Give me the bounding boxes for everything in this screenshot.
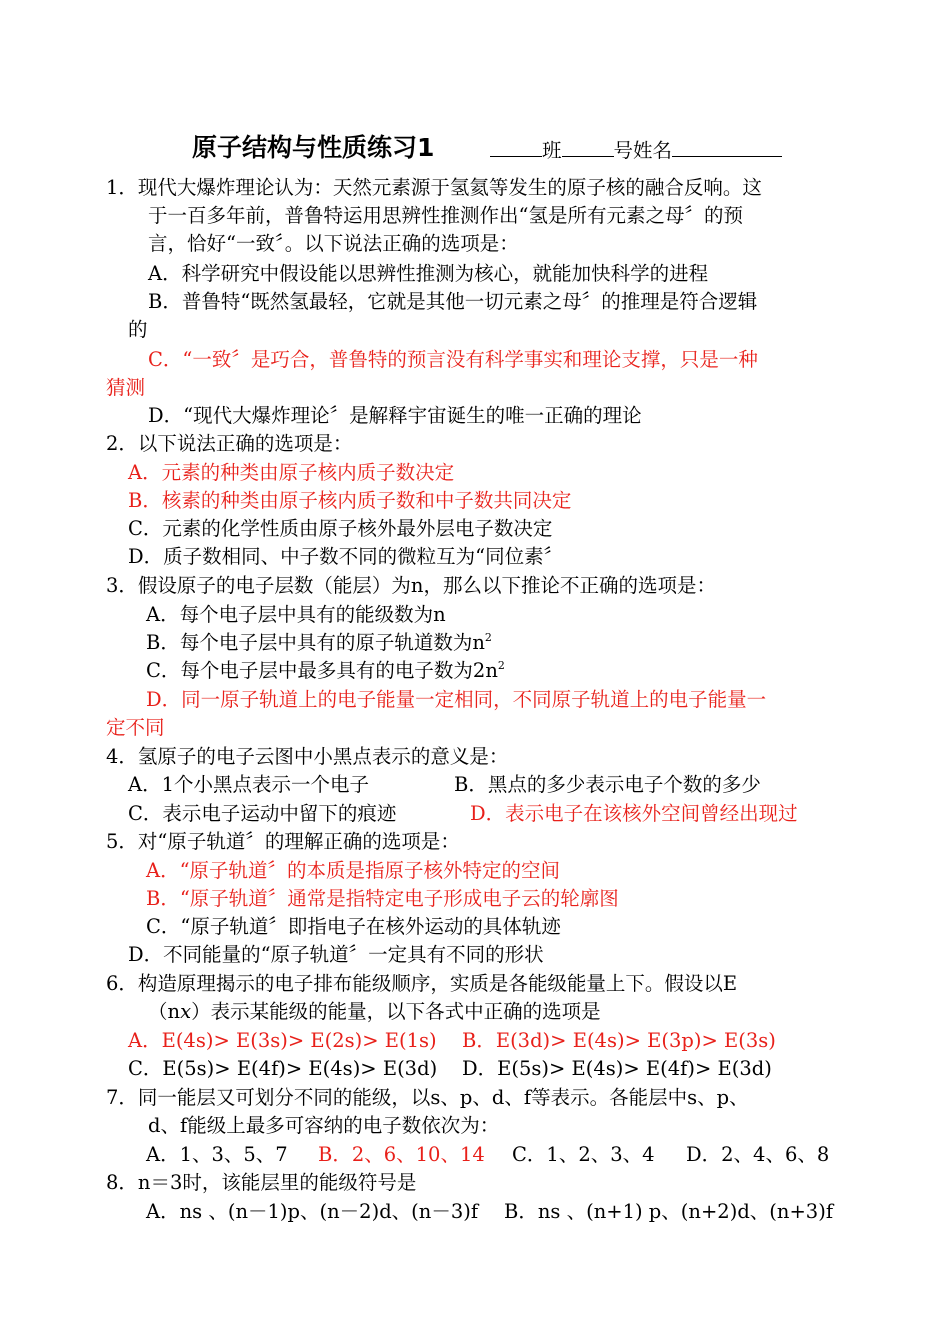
q1-option-b-line1: B．普鲁特“既然氢最轻，它就是其他一切元素之母〞的推理是符合逻辑 <box>148 290 758 313</box>
q6-stem-var: x <box>180 1000 192 1023</box>
q5-option-a: A．“原子轨道〞的本质是指原子核外特定的空间 <box>146 859 561 882</box>
q2-stem: 2．以下说法正确的选项是： <box>106 432 353 455</box>
q3-option-b-text: B．每个电子层中具有的原子轨道数为n <box>146 631 485 654</box>
number-blank[interactable] <box>562 136 614 157</box>
q2-option-a: A．元素的种类由原子核内质子数决定 <box>128 461 455 484</box>
q7-option-a: A．1、3、5、7 <box>146 1143 288 1166</box>
student-info-line <box>490 136 782 165</box>
q4-option-c: C．表示电子运动中留下的痕迹 <box>128 802 397 825</box>
q7-option-b: B．2、6、10、14 <box>318 1143 485 1166</box>
q5-option-b: B．“原子轨道〞通常是指特定电子形成电子云的轮廓图 <box>146 887 619 910</box>
q6-option-a: A．E(4s)> E(3s)> E(2s)> E(1s) <box>128 1029 437 1052</box>
page-title: 原子结构与性质练习1 <box>192 133 435 162</box>
q1-option-b-line2: 的 <box>128 318 148 341</box>
q1-option-a: A．科学研究中假设能以思辨性推测为核心，就能加快科学的进程 <box>148 262 709 285</box>
q4-option-a: A．1个小黑点表示一个电子 <box>128 773 369 796</box>
class-blank[interactable] <box>490 136 542 157</box>
q4-option-b: B．黑点的多少表示电子个数的多少 <box>454 773 761 796</box>
q4-option-d: D．表示电子在该核外空间曾经出现过 <box>470 802 798 825</box>
q3-option-d-line1: D．同一原子轨道上的电子能量一定相同，不同原子轨道上的电子能量一 <box>146 688 767 711</box>
q3-option-c-superscript: 2 <box>497 659 505 672</box>
q1-option-c-line1: C．“一致〞是巧合，普鲁特的预言没有科学事实和理论支撑，只是一种 <box>148 348 758 371</box>
q3-option-a: A．每个电子层中具有的能级数为n <box>146 603 446 626</box>
q2-option-c: C．元素的化学性质由原子核外最外层电子数决定 <box>128 517 553 540</box>
q6-stem-post: ）表示某能级的能量，以下各式中正确的选项是 <box>191 1000 601 1023</box>
q7-stem-line2: d、f能级上最多可容纳的电子数依次为： <box>148 1114 500 1137</box>
q1-stem-line3: 言，恰好“一致〞。以下说法正确的选项是： <box>148 232 519 255</box>
q8-option-a: A．ns 、(n－1)p、(n－2)d、(n－3)f <box>146 1200 479 1223</box>
q4-stem: 4．氢原子的电子云图中小黑点表示的意义是： <box>106 745 509 768</box>
number-name-label: 号姓名 <box>613 139 673 162</box>
q6-option-b: B．E(3d)> E(4s)> E(3p)> E(3s) <box>462 1029 776 1052</box>
q1-stem-line1: 1．现代大爆炸理论认为：天然元素源于氢氦等发生的原子核的融合反响。这 <box>106 176 762 199</box>
q1-option-d: D．“现代大爆炸理论〞是解释宇宙诞生的唯一正确的理论 <box>148 404 642 427</box>
q3-option-c-text: C．每个电子层中最多具有的电子数为2n <box>146 659 498 682</box>
q7-option-c: C．1、2、3、4 <box>512 1143 655 1166</box>
name-blank[interactable] <box>672 136 782 157</box>
q3-option-b-superscript: 2 <box>484 631 492 644</box>
q6-stem-line2 <box>148 998 601 1026</box>
q7-option-d: D．2、4、6、8 <box>686 1143 830 1166</box>
q6-stem-line1: 6．构造原理揭示的电子排布能级顺序，实质是各能级能量上下。假设以E <box>106 972 738 995</box>
q7-stem-line1: 7．同一能层又可划分不同的能级，以s、p、d、f等表示。各能层中s、p、 <box>106 1086 749 1109</box>
q8-stem: 8．n＝3时，该能层里的能级符号是 <box>106 1171 417 1194</box>
q3-stem: 3．假设原子的电子层数（能层）为n，那么以下推论不正确的选项是： <box>106 574 716 597</box>
q6-option-d: D．E(5s)> E(4s)> E(4f)> E(3d) <box>462 1057 772 1080</box>
q8-option-b: B．ns 、(n+1) p、(n+2)d、(n+3)f <box>504 1200 834 1223</box>
q5-option-c: C．“原子轨道〞即指电子在核外运动的具体轨迹 <box>146 915 561 938</box>
q1-option-c-line2: 猜测 <box>106 376 146 399</box>
q6-stem-pre: （n <box>148 1000 181 1023</box>
q3-option-c <box>146 657 505 685</box>
q3-option-d-line2: 定不同 <box>106 716 165 739</box>
q2-option-b: B．核素的种类由原子核内质子数和中子数共同决定 <box>128 489 572 512</box>
class-label: 班 <box>542 139 562 162</box>
q1-stem-line2: 于一百多年前，普鲁特运用思辨性推测作出“氢是所有元素之母〞的预 <box>148 204 743 227</box>
q2-option-d: D．质子数相同、中子数不同的微粒互为“同位素〞 <box>128 545 564 568</box>
q3-option-b <box>146 629 492 657</box>
q5-stem: 5．对“原子轨道〞的理解正确的选项是： <box>106 830 460 853</box>
q5-option-d: D．不同能量的“原子轨道〞一定具有不同的形状 <box>128 943 544 966</box>
q6-option-c: C．E(5s)> E(4f)> E(4s)> E(3d) <box>128 1057 438 1080</box>
